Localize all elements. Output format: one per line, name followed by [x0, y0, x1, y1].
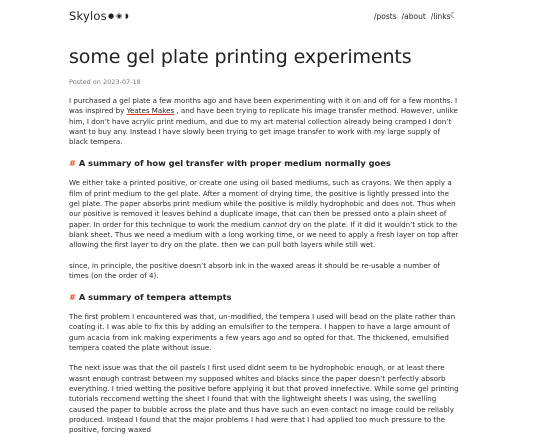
- social-icons: [108, 12, 130, 20]
- summary-text-a: We either take a printed positive, or create one using oil based mediums, such as crayons. We then apply a film of print medium to the gel plate. After a moment of drying time, the positive is lightly pressed into the gel plate. The paper absorbs print medium while the positive is mildly hydrophobic and does not. Thus when our positive is removed it leaves behind a duplicate image, that can then be pressed onto a plain sheet of paper. In order for this technique to work the medium: [69, 178, 456, 229]
- yeates-makes-link[interactable]: Yeates Makes: [126, 106, 175, 116]
- site-title[interactable]: Skylos: [69, 9, 107, 23]
- main-nav: [374, 12, 451, 21]
- intro-text-a: I purchased a gel plate a few months ago and have been experimenting with it on and off for a few months. I was inspired by: [69, 96, 458, 116]
- post-date: Posted on 2023-07-18: [69, 78, 141, 86]
- nav-links[interactable]: /links: [430, 12, 451, 21]
- section-heading-tempera: [69, 292, 461, 302]
- site-header: [0, 0, 540, 34]
- summary-paragraph: [69, 178, 461, 250]
- intro-text-b: , and have been trying to replicate his image transfer method. However, unlike him, I don’t have acrylic print medium, and due to my art material collection already being cramped I don’t want to buy any. Instead I have slowly been trying to get image transfer to work with my large supply of black tempera.: [69, 106, 458, 147]
- heading-text: A summary of tempera attempts: [78, 292, 232, 303]
- github-icon[interactable]: ●: [108, 12, 115, 20]
- section-heading-summary: [69, 158, 461, 168]
- summary-text-b: dry on the plate. If it did it wouldn’t stick to the blank sheet. Thus we need a medium with a long working time, or we need to apply a fresh layer on top after allowing the first layer to dry on the plate. then we can pull both layers while still wet.: [69, 219, 459, 250]
- nav-about[interactable]: /about: [401, 12, 426, 21]
- post-content: [69, 44, 461, 435]
- reuse-paragraph: since, in principle, the positive doesn’t absorb ink in the waxed areas it should be re-usable a number of times (on the order of 4).: [69, 260, 441, 280]
- post-title: some gel plate printing experiments: [69, 46, 412, 68]
- tempera-paragraph-1: The first problem I encountered was that, un-modified, the tempera I used will bead on the plate rather than coating it. I was able to fix this by adding an emulsifier to the tempera. I happen to have a large amount of gum acacia from ink making experiments a few years ago and so opted for that. The thickened, emulsified tempera coated the plate without issue.: [69, 312, 456, 353]
- rss-icon[interactable]: ◗: [125, 12, 129, 20]
- intro-paragraph: [69, 96, 461, 147]
- mastodon-icon[interactable]: ◉: [116, 12, 123, 20]
- heading-text: A summary of how gel transfer with proper medium normally goes: [78, 158, 391, 169]
- emphasis-cannot: cannot: [262, 219, 287, 229]
- tempera-paragraph-2: The next issue was that the oil pastels I first used didnt seem to be hydrophobic enough, or at least there wasnt enough contrast between my supposed whites and blacks since the paper doesn’t perfectly absorb everything. I tried wetting the positive before applying it but that proved innefective. While some gel printing tutorials reccomend wetting the sheet I found that with the lightweight sheets I was using, the swelling caused the paper to bubble across the plate and thus have such an even contact no image could be reliably produced. Instead I found that the major problems I had were that I had applied too much pressure to the positive, forcing waxed: [69, 363, 459, 435]
- moon-icon[interactable]: ☾: [450, 11, 458, 20]
- anchor-hash[interactable]: #: [69, 158, 76, 169]
- anchor-hash[interactable]: #: [69, 292, 76, 303]
- nav-posts[interactable]: /posts: [374, 12, 397, 21]
